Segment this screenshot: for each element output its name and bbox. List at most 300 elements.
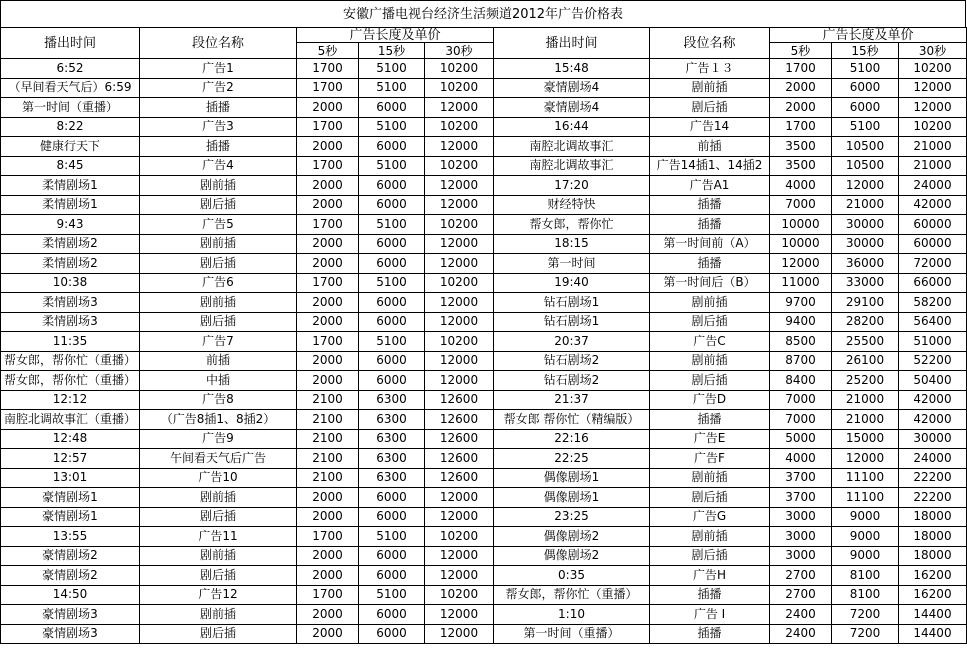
left-segment-cell: 广告12 bbox=[140, 585, 297, 605]
table-row bbox=[1, 78, 967, 98]
right-price-30s-cell: 24000 bbox=[899, 449, 967, 469]
right-price-5s-cell: 3000 bbox=[770, 546, 832, 566]
left-price-30s-cell: 12600 bbox=[425, 410, 494, 430]
right-price-5s-cell: 8400 bbox=[770, 371, 832, 391]
right-price-5s-cell: 3700 bbox=[770, 468, 832, 488]
left-price-30s-cell: 12000 bbox=[425, 351, 494, 371]
left-time-cell: 豪情剧场2 bbox=[1, 546, 140, 566]
right-time-cell: 钻石剧场1 bbox=[494, 293, 650, 313]
left-price-5s-cell: 2000 bbox=[297, 546, 359, 566]
right-price-30s-cell: 56400 bbox=[899, 312, 967, 332]
left-price-15s-cell: 6000 bbox=[359, 624, 425, 644]
left-price-15s-cell: 6300 bbox=[359, 410, 425, 430]
right-time-cell: 17:20 bbox=[494, 176, 650, 196]
table-row bbox=[1, 585, 967, 605]
left-time-cell: 12:48 bbox=[1, 429, 140, 449]
table-row bbox=[1, 215, 967, 235]
right-price-15s-cell: 8100 bbox=[832, 566, 899, 586]
right-segment-cell: 插播 bbox=[650, 624, 770, 644]
left-price-5s-cell: 2000 bbox=[297, 312, 359, 332]
right-price-5s-cell: 4000 bbox=[770, 449, 832, 469]
table-row bbox=[1, 254, 967, 274]
right-segment-cell: 广告１３ bbox=[650, 59, 770, 79]
right-time-cell: 第一时间 bbox=[494, 254, 650, 274]
left-price-15s-cell: 6000 bbox=[359, 137, 425, 157]
header-segment-right: 段位名称 bbox=[650, 28, 770, 59]
right-time-cell: 22:25 bbox=[494, 449, 650, 469]
right-price-30s-cell: 58200 bbox=[899, 293, 967, 313]
left-time-cell: 12:12 bbox=[1, 390, 140, 410]
header-15s-right: 15秒 bbox=[832, 43, 899, 59]
left-price-15s-cell: 5100 bbox=[359, 215, 425, 235]
left-price-15s-cell: 6000 bbox=[359, 195, 425, 215]
left-segment-cell: 剧前插 bbox=[140, 176, 297, 196]
left-segment-cell: 剧后插 bbox=[140, 254, 297, 274]
right-segment-cell: 广告E bbox=[650, 429, 770, 449]
left-time-cell: 9:43 bbox=[1, 215, 140, 235]
left-price-15s-cell: 5100 bbox=[359, 585, 425, 605]
left-segment-cell: 前插 bbox=[140, 351, 297, 371]
left-segment-cell: 广告8 bbox=[140, 390, 297, 410]
right-price-30s-cell: 42000 bbox=[899, 410, 967, 430]
right-price-15s-cell: 10500 bbox=[832, 156, 899, 176]
right-price-5s-cell: 7000 bbox=[770, 390, 832, 410]
right-segment-cell: 广告H bbox=[650, 566, 770, 586]
right-segment-cell: 剧前插 bbox=[650, 293, 770, 313]
right-price-15s-cell: 25500 bbox=[832, 332, 899, 352]
left-price-15s-cell: 6000 bbox=[359, 254, 425, 274]
header-time-left: 播出时间 bbox=[1, 28, 140, 59]
left-price-15s-cell: 5100 bbox=[359, 117, 425, 137]
left-time-cell: 8:22 bbox=[1, 117, 140, 137]
right-price-15s-cell: 15000 bbox=[832, 429, 899, 449]
left-segment-cell: 广告3 bbox=[140, 117, 297, 137]
right-segment-cell: 广告F bbox=[650, 449, 770, 469]
right-price-30s-cell: 18000 bbox=[899, 546, 967, 566]
left-time-cell: 6:52 bbox=[1, 59, 140, 79]
left-price-30s-cell: 12600 bbox=[425, 449, 494, 469]
right-price-5s-cell: 2000 bbox=[770, 98, 832, 118]
right-price-30s-cell: 42000 bbox=[899, 390, 967, 410]
right-price-30s-cell: 30000 bbox=[899, 429, 967, 449]
left-price-5s-cell: 1700 bbox=[297, 332, 359, 352]
left-time-cell: 柔情剧场3 bbox=[1, 293, 140, 313]
right-segment-cell: 剧后插 bbox=[650, 312, 770, 332]
left-price-5s-cell: 2100 bbox=[297, 449, 359, 469]
table-row bbox=[1, 234, 967, 254]
left-price-15s-cell: 6000 bbox=[359, 293, 425, 313]
right-time-cell: 南腔北调故事汇 bbox=[494, 156, 650, 176]
left-segment-cell: 广告5 bbox=[140, 215, 297, 235]
table-row bbox=[1, 507, 967, 527]
header-5s-right: 5秒 bbox=[770, 43, 832, 59]
right-time-cell: 南腔北调故事汇 bbox=[494, 137, 650, 157]
right-price-5s-cell: 1700 bbox=[770, 59, 832, 79]
left-time-cell: 豪情剧场3 bbox=[1, 605, 140, 625]
left-time-cell: 帮女郎，帮你忙（重播） bbox=[1, 351, 140, 371]
right-segment-cell: 插播 bbox=[650, 195, 770, 215]
right-time-cell: 偶像剧场2 bbox=[494, 527, 650, 547]
right-price-15s-cell: 30000 bbox=[832, 234, 899, 254]
right-price-5s-cell: 3000 bbox=[770, 527, 832, 547]
left-price-30s-cell: 12000 bbox=[425, 137, 494, 157]
left-price-5s-cell: 2000 bbox=[297, 351, 359, 371]
right-time-cell: 钻石剧场2 bbox=[494, 351, 650, 371]
right-segment-cell: 广告 I bbox=[650, 605, 770, 625]
right-time-cell: 第一时间（重播） bbox=[494, 624, 650, 644]
right-segment-cell: 剧后插 bbox=[650, 488, 770, 508]
left-price-5s-cell: 1700 bbox=[297, 215, 359, 235]
left-price-15s-cell: 6000 bbox=[359, 234, 425, 254]
right-time-cell: 19:40 bbox=[494, 273, 650, 293]
right-time-cell: 帮女郎 帮你忙（精编版） bbox=[494, 410, 650, 430]
right-time-cell: 偶像剧场1 bbox=[494, 488, 650, 508]
left-time-cell: 12:57 bbox=[1, 449, 140, 469]
left-segment-cell: 广告9 bbox=[140, 429, 297, 449]
table-row bbox=[1, 429, 967, 449]
left-segment-cell: 剧后插 bbox=[140, 566, 297, 586]
left-time-cell: 豪情剧场1 bbox=[1, 488, 140, 508]
right-segment-cell: 剧前插 bbox=[650, 468, 770, 488]
right-price-15s-cell: 12000 bbox=[832, 176, 899, 196]
left-price-30s-cell: 12600 bbox=[425, 468, 494, 488]
left-price-30s-cell: 12000 bbox=[425, 312, 494, 332]
left-price-30s-cell: 10200 bbox=[425, 273, 494, 293]
right-price-30s-cell: 16200 bbox=[899, 566, 967, 586]
right-price-15s-cell: 6000 bbox=[832, 78, 899, 98]
left-price-5s-cell: 2000 bbox=[297, 98, 359, 118]
right-time-cell: 偶像剧场1 bbox=[494, 468, 650, 488]
table-row bbox=[1, 410, 967, 430]
right-price-30s-cell: 21000 bbox=[899, 156, 967, 176]
header-15s-left: 15秒 bbox=[359, 43, 425, 59]
table-row bbox=[1, 371, 967, 391]
left-price-30s-cell: 12000 bbox=[425, 507, 494, 527]
right-price-30s-cell: 12000 bbox=[899, 98, 967, 118]
table-row bbox=[1, 156, 967, 176]
left-price-15s-cell: 6000 bbox=[359, 605, 425, 625]
table-row bbox=[1, 117, 967, 137]
left-price-30s-cell: 12000 bbox=[425, 566, 494, 586]
left-price-30s-cell: 10200 bbox=[425, 527, 494, 547]
right-segment-cell: 广告14 bbox=[650, 117, 770, 137]
left-segment-cell: 午间看天气后广告 bbox=[140, 449, 297, 469]
left-price-5s-cell: 2000 bbox=[297, 488, 359, 508]
left-segment-cell: 广告4 bbox=[140, 156, 297, 176]
left-price-30s-cell: 10200 bbox=[425, 59, 494, 79]
left-price-30s-cell: 10200 bbox=[425, 156, 494, 176]
left-segment-cell: 剧后插 bbox=[140, 195, 297, 215]
left-price-30s-cell: 10200 bbox=[425, 215, 494, 235]
right-price-15s-cell: 21000 bbox=[832, 390, 899, 410]
left-price-15s-cell: 5100 bbox=[359, 78, 425, 98]
left-segment-cell: 剧前插 bbox=[140, 234, 297, 254]
right-price-30s-cell: 52200 bbox=[899, 351, 967, 371]
left-price-30s-cell: 12000 bbox=[425, 293, 494, 313]
table-row bbox=[1, 449, 967, 469]
right-time-cell: 帮女郎，帮你忙（重播） bbox=[494, 585, 650, 605]
left-segment-cell: 剧后插 bbox=[140, 312, 297, 332]
right-segment-cell: 广告C bbox=[650, 332, 770, 352]
right-time-cell: 20:37 bbox=[494, 332, 650, 352]
right-price-30s-cell: 50400 bbox=[899, 371, 967, 391]
table-row bbox=[1, 390, 967, 410]
left-time-cell: 柔情剧场2 bbox=[1, 254, 140, 274]
right-price-15s-cell: 21000 bbox=[832, 195, 899, 215]
right-price-5s-cell: 1700 bbox=[770, 117, 832, 137]
left-price-15s-cell: 6000 bbox=[359, 566, 425, 586]
left-price-30s-cell: 12000 bbox=[425, 488, 494, 508]
right-price-5s-cell: 8700 bbox=[770, 351, 832, 371]
right-time-cell: 18:15 bbox=[494, 234, 650, 254]
left-price-30s-cell: 10200 bbox=[425, 585, 494, 605]
left-segment-cell: 剧前插 bbox=[140, 293, 297, 313]
left-segment-cell: 广告7 bbox=[140, 332, 297, 352]
right-price-15s-cell: 5100 bbox=[832, 117, 899, 137]
right-price-15s-cell: 6000 bbox=[832, 98, 899, 118]
left-price-5s-cell: 2000 bbox=[297, 507, 359, 527]
left-time-cell: 14:50 bbox=[1, 585, 140, 605]
right-time-cell: 钻石剧场1 bbox=[494, 312, 650, 332]
right-segment-cell: 第一时间后（B） bbox=[650, 273, 770, 293]
right-time-cell: 15:48 bbox=[494, 59, 650, 79]
right-price-15s-cell: 33000 bbox=[832, 273, 899, 293]
right-segment-cell: 插播 bbox=[650, 215, 770, 235]
left-price-5s-cell: 2000 bbox=[297, 234, 359, 254]
table-row bbox=[1, 546, 967, 566]
right-price-15s-cell: 29100 bbox=[832, 293, 899, 313]
left-price-30s-cell: 12600 bbox=[425, 429, 494, 449]
right-segment-cell: 剧前插 bbox=[650, 351, 770, 371]
left-time-cell: 南腔北调故事汇（重播） bbox=[1, 410, 140, 430]
table-row bbox=[1, 351, 967, 371]
left-price-15s-cell: 6000 bbox=[359, 176, 425, 196]
right-price-5s-cell: 4000 bbox=[770, 176, 832, 196]
left-segment-cell: 插播 bbox=[140, 98, 297, 118]
left-price-30s-cell: 12000 bbox=[425, 195, 494, 215]
right-price-15s-cell: 12000 bbox=[832, 449, 899, 469]
table-row bbox=[1, 195, 967, 215]
left-price-5s-cell: 1700 bbox=[297, 527, 359, 547]
table-row bbox=[1, 527, 967, 547]
left-segment-cell: 广告2 bbox=[140, 78, 297, 98]
left-segment-cell: 广告11 bbox=[140, 527, 297, 547]
right-price-30s-cell: 22200 bbox=[899, 488, 967, 508]
left-time-cell: 帮女郎，帮你忙（重播） bbox=[1, 371, 140, 391]
right-price-30s-cell: 22200 bbox=[899, 468, 967, 488]
table-row bbox=[1, 488, 967, 508]
left-price-15s-cell: 6300 bbox=[359, 429, 425, 449]
left-price-5s-cell: 2000 bbox=[297, 624, 359, 644]
table-row bbox=[1, 624, 967, 644]
right-price-30s-cell: 21000 bbox=[899, 137, 967, 157]
right-price-5s-cell: 10000 bbox=[770, 215, 832, 235]
right-price-15s-cell: 21000 bbox=[832, 410, 899, 430]
left-time-cell: 柔情剧场1 bbox=[1, 195, 140, 215]
left-price-15s-cell: 5100 bbox=[359, 273, 425, 293]
left-price-15s-cell: 5100 bbox=[359, 59, 425, 79]
right-price-30s-cell: 72000 bbox=[899, 254, 967, 274]
right-time-cell: 豪情剧场4 bbox=[494, 98, 650, 118]
table-row bbox=[1, 98, 967, 118]
left-price-30s-cell: 12000 bbox=[425, 546, 494, 566]
left-price-5s-cell: 2000 bbox=[297, 137, 359, 157]
left-price-15s-cell: 6000 bbox=[359, 98, 425, 118]
header-time-right: 播出时间 bbox=[494, 28, 650, 59]
right-price-15s-cell: 11100 bbox=[832, 488, 899, 508]
right-price-5s-cell: 9700 bbox=[770, 293, 832, 313]
left-price-5s-cell: 2000 bbox=[297, 293, 359, 313]
left-price-5s-cell: 2100 bbox=[297, 410, 359, 430]
left-time-cell: 柔情剧场1 bbox=[1, 176, 140, 196]
header-price-group-left: 广告长度及单价 bbox=[297, 28, 494, 43]
right-time-cell: 帮女郎，帮你忙 bbox=[494, 215, 650, 235]
right-price-5s-cell: 2400 bbox=[770, 624, 832, 644]
right-price-15s-cell: 7200 bbox=[832, 605, 899, 625]
table-body bbox=[1, 59, 967, 644]
table-row bbox=[1, 605, 967, 625]
table-row bbox=[1, 468, 967, 488]
right-price-5s-cell: 2000 bbox=[770, 78, 832, 98]
left-segment-cell: 广告10 bbox=[140, 468, 297, 488]
left-segment-cell: （广告8插1、8插2） bbox=[140, 410, 297, 430]
right-segment-cell: 剧前插 bbox=[650, 78, 770, 98]
right-price-15s-cell: 9000 bbox=[832, 507, 899, 527]
right-price-5s-cell: 2700 bbox=[770, 566, 832, 586]
right-time-cell: 0:35 bbox=[494, 566, 650, 586]
right-price-15s-cell: 10500 bbox=[832, 137, 899, 157]
left-price-5s-cell: 1700 bbox=[297, 273, 359, 293]
right-price-15s-cell: 26100 bbox=[832, 351, 899, 371]
left-price-30s-cell: 12000 bbox=[425, 176, 494, 196]
left-price-15s-cell: 6000 bbox=[359, 351, 425, 371]
right-price-30s-cell: 60000 bbox=[899, 215, 967, 235]
right-price-5s-cell: 3000 bbox=[770, 507, 832, 527]
right-segment-cell: 广告14插1、14插2 bbox=[650, 156, 770, 176]
right-price-30s-cell: 51000 bbox=[899, 332, 967, 352]
header-5s-left: 5秒 bbox=[297, 43, 359, 59]
left-price-5s-cell: 1700 bbox=[297, 78, 359, 98]
left-time-cell: 8:45 bbox=[1, 156, 140, 176]
right-price-15s-cell: 11100 bbox=[832, 468, 899, 488]
left-time-cell: 豪情剧场3 bbox=[1, 624, 140, 644]
left-price-5s-cell: 1700 bbox=[297, 59, 359, 79]
right-price-5s-cell: 9400 bbox=[770, 312, 832, 332]
right-segment-cell: 剧后插 bbox=[650, 546, 770, 566]
left-price-5s-cell: 2000 bbox=[297, 254, 359, 274]
right-segment-cell: 前插 bbox=[650, 137, 770, 157]
right-price-30s-cell: 14400 bbox=[899, 605, 967, 625]
left-segment-cell: 剧后插 bbox=[140, 507, 297, 527]
left-segment-cell: 中插 bbox=[140, 371, 297, 391]
right-price-30s-cell: 10200 bbox=[899, 59, 967, 79]
price-table bbox=[0, 27, 967, 644]
right-price-5s-cell: 2400 bbox=[770, 605, 832, 625]
right-segment-cell: 剧后插 bbox=[650, 98, 770, 118]
left-price-5s-cell: 2000 bbox=[297, 566, 359, 586]
left-segment-cell: 剧后插 bbox=[140, 624, 297, 644]
right-time-cell: 21:37 bbox=[494, 390, 650, 410]
left-time-cell: 柔情剧场2 bbox=[1, 234, 140, 254]
left-price-15s-cell: 6300 bbox=[359, 449, 425, 469]
left-price-30s-cell: 10200 bbox=[425, 117, 494, 137]
right-price-5s-cell: 7000 bbox=[770, 410, 832, 430]
table-row bbox=[1, 312, 967, 332]
header-segment-left: 段位名称 bbox=[140, 28, 297, 59]
left-price-30s-cell: 12000 bbox=[425, 254, 494, 274]
table-row bbox=[1, 293, 967, 313]
right-time-cell: 22:16 bbox=[494, 429, 650, 449]
left-price-30s-cell: 12000 bbox=[425, 98, 494, 118]
right-segment-cell: 剧后插 bbox=[650, 371, 770, 391]
left-segment-cell: 剧前插 bbox=[140, 488, 297, 508]
right-price-15s-cell: 9000 bbox=[832, 527, 899, 547]
header-30s-left: 30秒 bbox=[425, 43, 494, 59]
left-price-15s-cell: 6000 bbox=[359, 371, 425, 391]
right-price-15s-cell: 30000 bbox=[832, 215, 899, 235]
right-price-15s-cell: 7200 bbox=[832, 624, 899, 644]
table-row bbox=[1, 137, 967, 157]
right-price-30s-cell: 42000 bbox=[899, 195, 967, 215]
right-time-cell: 豪情剧场4 bbox=[494, 78, 650, 98]
left-price-15s-cell: 6000 bbox=[359, 488, 425, 508]
right-price-15s-cell: 5100 bbox=[832, 59, 899, 79]
left-price-30s-cell: 10200 bbox=[425, 78, 494, 98]
header-30s-right: 30秒 bbox=[899, 43, 967, 59]
left-price-15s-cell: 5100 bbox=[359, 527, 425, 547]
right-segment-cell: 插播 bbox=[650, 254, 770, 274]
right-price-5s-cell: 3500 bbox=[770, 156, 832, 176]
left-price-5s-cell: 1700 bbox=[297, 585, 359, 605]
left-segment-cell: 插播 bbox=[140, 137, 297, 157]
left-price-15s-cell: 6000 bbox=[359, 507, 425, 527]
table-row bbox=[1, 273, 967, 293]
left-time-cell: 豪情剧场2 bbox=[1, 566, 140, 586]
right-segment-cell: 插播 bbox=[650, 585, 770, 605]
left-segment-cell: 剧前插 bbox=[140, 546, 297, 566]
left-time-cell: 第一时间（重播） bbox=[1, 98, 140, 118]
left-price-30s-cell: 12000 bbox=[425, 234, 494, 254]
right-price-5s-cell: 10000 bbox=[770, 234, 832, 254]
right-price-30s-cell: 60000 bbox=[899, 234, 967, 254]
right-segment-cell: 第一时间前（A） bbox=[650, 234, 770, 254]
table-row bbox=[1, 59, 967, 79]
left-price-5s-cell: 2000 bbox=[297, 371, 359, 391]
left-price-5s-cell: 2000 bbox=[297, 176, 359, 196]
right-price-5s-cell: 12000 bbox=[770, 254, 832, 274]
left-price-15s-cell: 6300 bbox=[359, 468, 425, 488]
left-time-cell: 柔情剧场3 bbox=[1, 312, 140, 332]
right-price-30s-cell: 14400 bbox=[899, 624, 967, 644]
right-price-30s-cell: 18000 bbox=[899, 507, 967, 527]
left-time-cell: 13:55 bbox=[1, 527, 140, 547]
right-price-30s-cell: 24000 bbox=[899, 176, 967, 196]
right-price-30s-cell: 18000 bbox=[899, 527, 967, 547]
left-time-cell: 11:35 bbox=[1, 332, 140, 352]
left-price-5s-cell: 2100 bbox=[297, 468, 359, 488]
right-time-cell: 钻石剧场2 bbox=[494, 371, 650, 391]
left-price-5s-cell: 1700 bbox=[297, 117, 359, 137]
left-price-5s-cell: 2100 bbox=[297, 429, 359, 449]
left-price-15s-cell: 5100 bbox=[359, 156, 425, 176]
left-time-cell: 健康行天下 bbox=[1, 137, 140, 157]
left-price-15s-cell: 6000 bbox=[359, 312, 425, 332]
right-price-5s-cell: 7000 bbox=[770, 195, 832, 215]
right-segment-cell: 广告G bbox=[650, 507, 770, 527]
right-price-5s-cell: 2700 bbox=[770, 585, 832, 605]
left-price-5s-cell: 2000 bbox=[297, 195, 359, 215]
left-time-cell: （早间看天气后）6:59 bbox=[1, 78, 140, 98]
